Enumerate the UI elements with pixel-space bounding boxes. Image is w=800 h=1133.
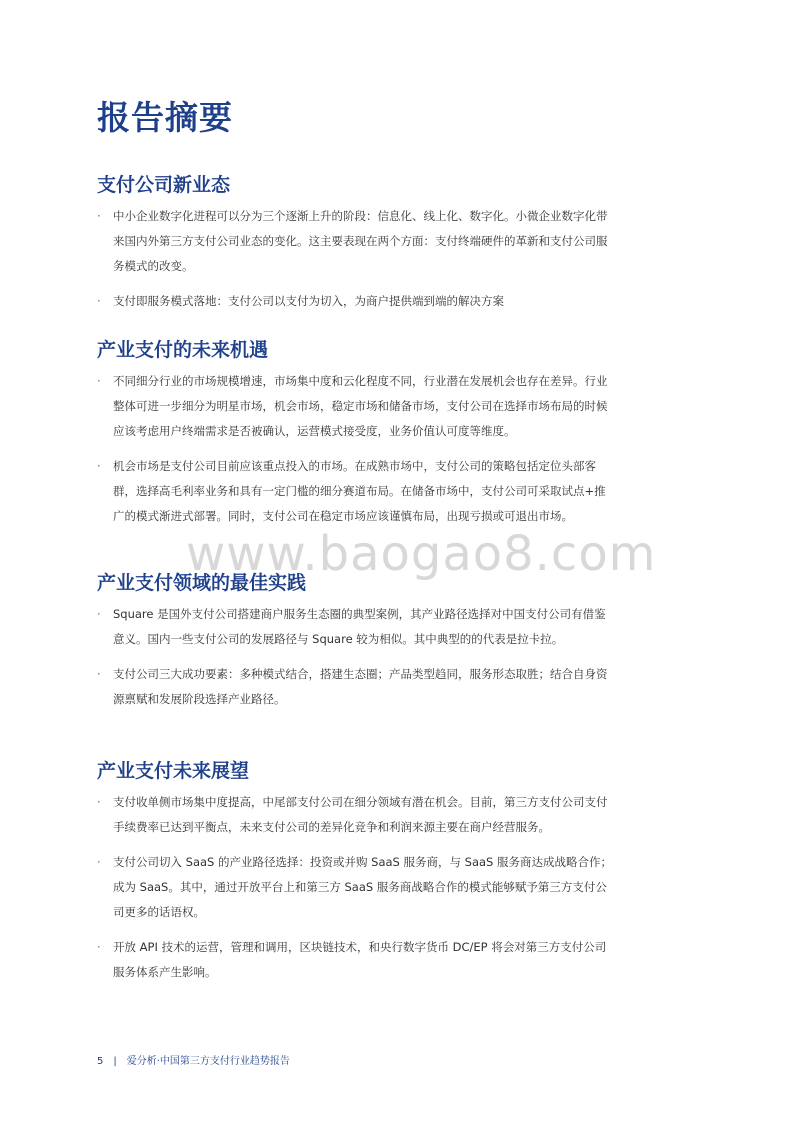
- section-title: 支付公司新业态: [97, 174, 231, 196]
- bullet-item: · 支付即服务模式落地：支付公司以支付为切入，为商户提供端到端的解决方案: [97, 289, 617, 314]
- section-new-business: [97, 172, 617, 324]
- footer-source: 爱分析·中国第三方支付行业趋势报告: [126, 1056, 290, 1067]
- bullet-item: · 支付公司三大成功要素：多种模式结合，搭建生态圈；产品类型趋同，服务形态取胜；结合自身资源禀赋和发展阶段选择产业路径。: [97, 662, 617, 712]
- page-footer: [97, 1052, 290, 1067]
- section-future-outlook: [97, 758, 617, 995]
- section-title: 产业支付领域的最佳实践: [97, 572, 307, 594]
- watermark: www.baogao8.com: [186, 526, 657, 582]
- bullet-item: · 开放 API 技术的运营，管理和调用，区块链技术，和央行数字货币 DC/EP 将会对第三方支付公司服务体系产生影响。: [97, 935, 617, 985]
- section-best-practices: [97, 570, 617, 722]
- page-title: 报告摘要: [97, 98, 233, 137]
- bullet-item: · Square 是国外支付公司搭建商户服务生态圈的典型案例，其产业路径选择对中国支付公司有借鉴意义。国内一些支付公司的发展路径与 Square 较为相似。其中典型的的代表是拉卡拉。: [97, 602, 617, 652]
- section-title: 产业支付未来展望: [97, 760, 250, 782]
- bullet-item: · 支付公司切入 SaaS 的产业路径选择：投资或并购 SaaS 服务商，与 SaaS 服务商达成战略合作；成为 SaaS。其中，通过开放平台上和第三方 SaaS 服务商战略合作的模式能够赋予第三方支付公司更多的话语权。: [97, 850, 617, 925]
- section-future-opportunities: [97, 337, 617, 539]
- bullet-item: · 支付收单侧市场集中度提高，中尾部支付公司在细分领域有潜在机会。目前，第三方支付公司支付手续费率已达到平衡点，未来支付公司的差异化竞争和利润来源主要在商户经营服务。: [97, 790, 617, 840]
- bullet-item: · 不同细分行业的市场规模增速，市场集中度和云化程度不同，行业潜在发展机会也存在差异。行业整体可进一步细分为明星市场，机会市场，稳定市场和储备市场，支付公司在选择市场布局的时候应该考虑用户终端需求是否被确认，运营模式接受度，业务价值认可度等维度。: [97, 369, 617, 444]
- section-title: 产业支付的未来机遇: [97, 339, 269, 361]
- page-number: 5: [97, 1056, 104, 1067]
- bullet-list: [97, 790, 617, 985]
- bullet-item: · 中小企业数字化进程可以分为三个逐渐上升的阶段：信息化、线上化、数字化。小微企业数字化带来国内外第三方支付公司业态的变化。这主要表现在两个方面：支付终端硬件的革新和支付公司服务模式的改变。: [97, 204, 617, 279]
- footer-separator: |: [113, 1056, 117, 1067]
- bullet-list: [97, 204, 617, 314]
- bullet-list: [97, 369, 617, 529]
- bullet-item: · 机会市场是支付公司目前应该重点投入的市场。在成熟市场中，支付公司的策略包括定位头部客群，选择高毛利率业务和具有一定门槛的细分赛道布局。在储备市场中，支付公司可采取试点+推广的模式渐进式部署。同时，支付公司在稳定市场应该谨慎布局，出现亏损或可退出市场。: [97, 454, 617, 529]
- bullet-list: [97, 602, 617, 712]
